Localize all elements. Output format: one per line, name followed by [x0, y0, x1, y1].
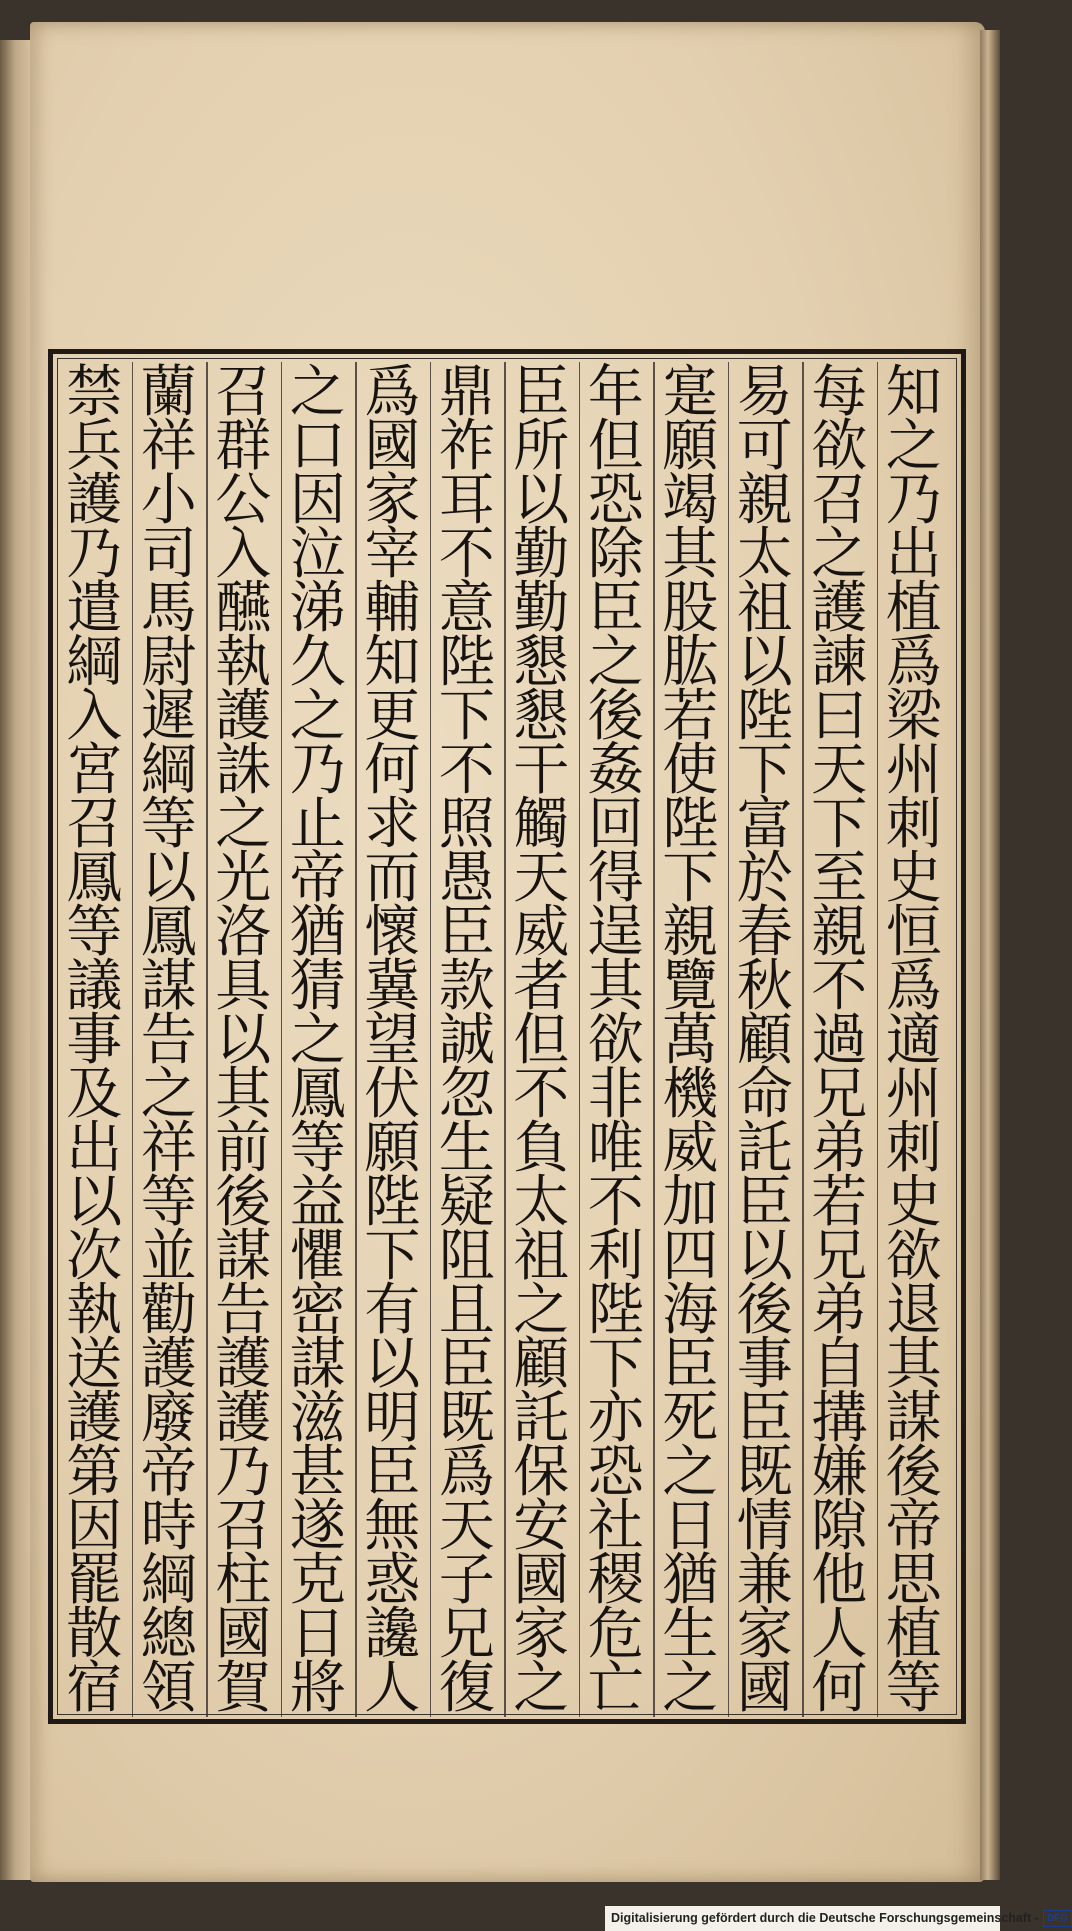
text-column: 年 但 恐 除 臣 之 後 姦 回 得 逞 其 欲 非 唯 不 利 陛 下 亦 恐 社 稷 危 亡: [587, 360, 644, 1721]
column-rule: [430, 362, 432, 1717]
column-rule: [579, 362, 581, 1717]
text-column: 寔 願 竭 其 股 肱 若 使 陛 下 親 覽 萬 機 威 加 四 海 臣 死 之 日 猶 生 之: [662, 360, 719, 1721]
text-column: 蘭 祥 小 司 馬 尉 遲 綱 等 以 鳳 謀 告 之 祥 等 並 勸 護 廢 帝 時 綱 總 領: [140, 360, 197, 1721]
page-stack-edge: [980, 30, 1000, 1880]
column-rule: [877, 362, 879, 1717]
column-rule: [728, 362, 730, 1717]
text-column: 每 欲 召 之 護 諫 曰 天 下 至 親 不 過 兄 弟 若 兄 弟 自 搆 嫌 隙 他 人 何: [811, 360, 868, 1721]
digitization-credit-bar: [605, 1906, 1068, 1931]
column-rule: [132, 362, 134, 1717]
column-rule: [802, 362, 804, 1717]
facing-page-edge: [0, 40, 34, 1880]
credit-text: Digitalisierung gefördert durch die Deutsche Forschungsgemeinschaft -: [611, 1911, 1039, 1925]
text-block-frame: [48, 349, 966, 1724]
text-column: 知 之 乃 出 植 爲 梁 州 刺 史 恒 爲 適 州 刺 史 欲 退 其 謀 後 帝 思 植 等: [885, 360, 942, 1721]
text-column: 臣 所 以 勤 勤 懇 懇 干 觸 天 威 者 但 不 負 太 祖 之 顧 託 保 安 國 家 之: [513, 360, 570, 1721]
text-column: 召 群 公 入 醼 執 護 誅 之 光 洛 具 以 其 前 後 謀 告 護 護 乃 召 柱 國 賀: [215, 360, 272, 1721]
dfg-logo: DFG: [1043, 1910, 1072, 1927]
text-column: 之 口 因 泣 涕 久 之 乃 止 帝 猶 猜 之 鳳 等 益 懼 密 謀 滋 甚 遂 克 日 將: [289, 360, 346, 1721]
column-rule: [653, 362, 655, 1717]
column-rule: [206, 362, 208, 1717]
text-column: 爲 國 家 宰 輔 知 更 何 求 而 懷 冀 望 伏 願 陛 下 有 以 明 臣 無 惑 讒 人: [364, 360, 421, 1721]
column-rule: [504, 362, 506, 1717]
column-rule: [355, 362, 357, 1717]
text-column: 禁 兵 護 乃 遣 綱 入 宮 召 鳳 等 議 事 及 出 以 次 執 送 護 第 因 罷 散 宿: [66, 360, 123, 1721]
column-rule: [281, 362, 283, 1717]
text-column: 易 可 親 太 祖 以 陛 下 富 於 春 秋 顧 命 託 臣 以 後 事 臣 既 情 兼 家 國: [736, 360, 793, 1721]
text-column: 鼎 祚 耳 不 意 陛 下 不 照 愚 臣 款 誠 忽 生 疑 阻 且 臣 既 爲 天 子 兄 復: [438, 360, 495, 1721]
